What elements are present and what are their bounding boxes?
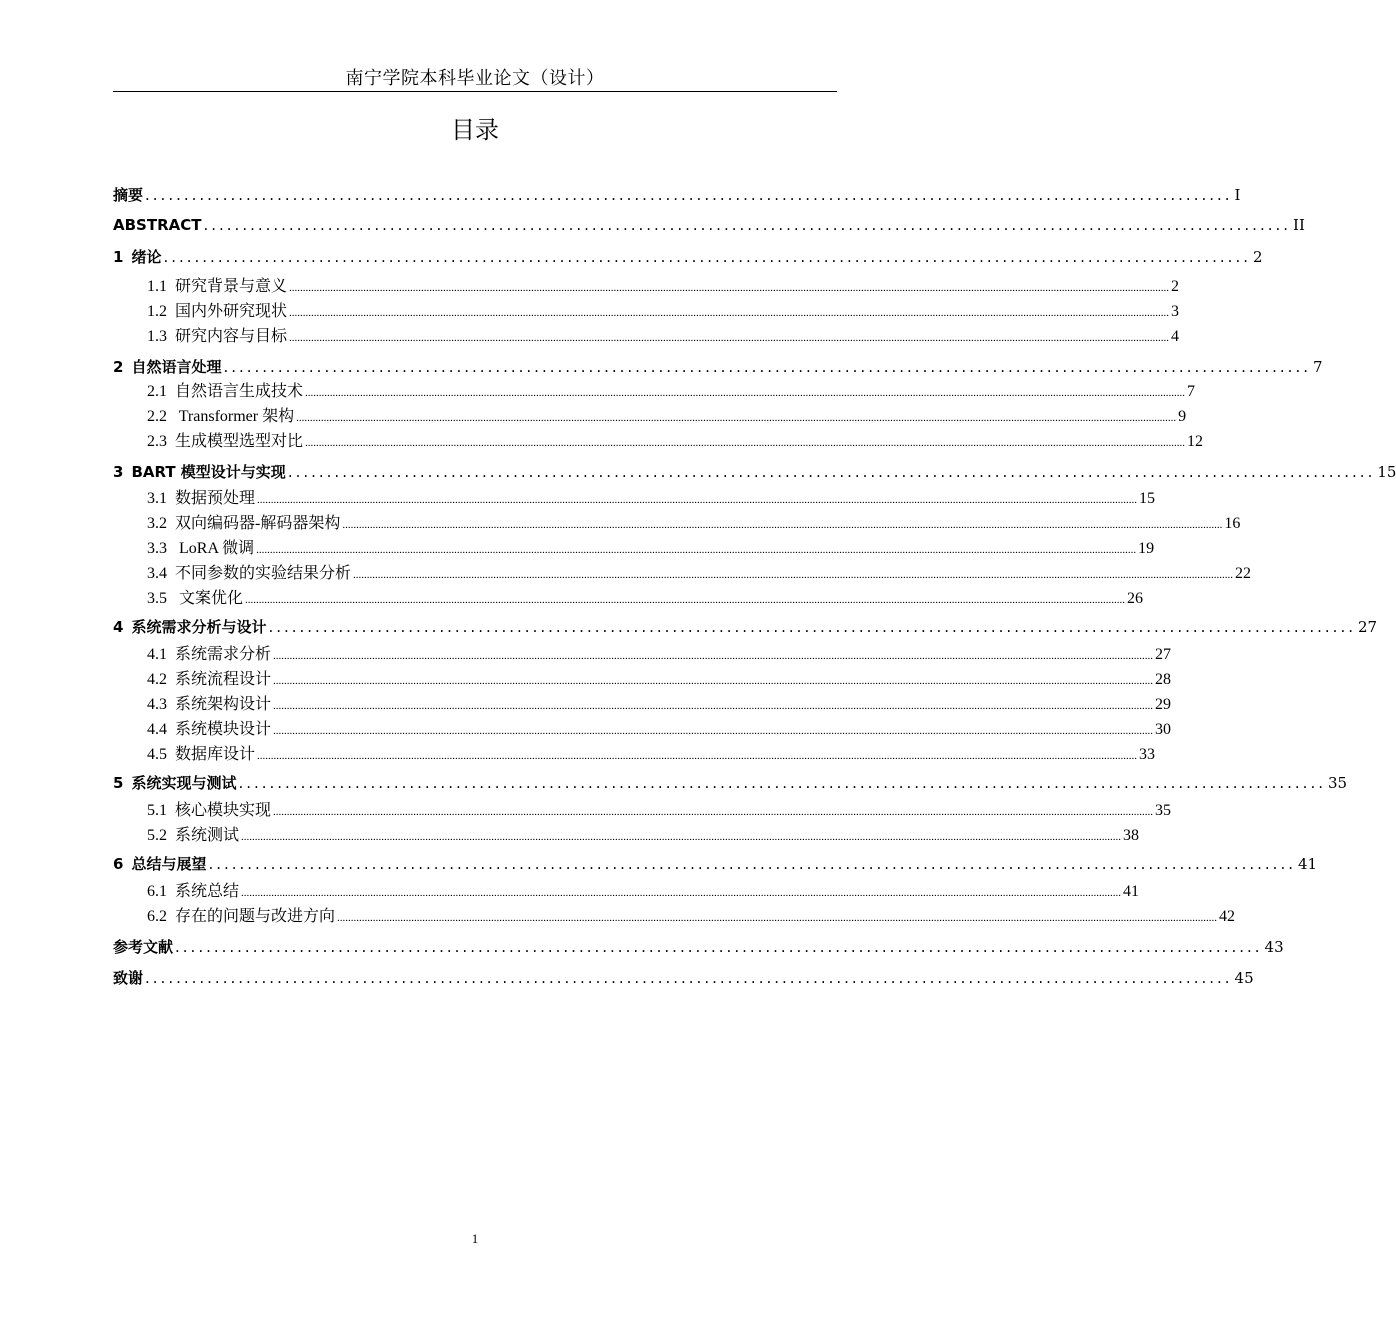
toc-page-number: 35: [1327, 774, 1348, 792]
toc-entry-label: [113, 246, 161, 268]
toc-entry-label: [147, 588, 243, 610]
toc-entry-text: 系统架构设计: [175, 696, 272, 713]
toc-section-entry[interactable]: [113, 488, 1156, 510]
toc-entry-label: [147, 406, 294, 428]
toc-entry-label: [147, 538, 254, 560]
toc-leader-dots: ............................................................................................................................................: [203, 216, 1292, 234]
toc-entry-number: 6.2: [147, 908, 167, 925]
toc-section-entry[interactable]: [113, 326, 1180, 348]
toc-leader-dots: ............................................................................................................................................: [238, 774, 1326, 792]
toc-chapter-entry[interactable]: [113, 461, 1396, 483]
toc-entry-label: [147, 800, 271, 822]
toc-page-number: 16: [1224, 515, 1241, 532]
toc-entry-label: [113, 967, 143, 989]
toc-leader-dots: ................................................................................................................................................................................................................................................................................................................................: [256, 544, 1137, 556]
toc-entry-text: 系统流程设计: [175, 671, 272, 688]
toc-entry-label: [147, 513, 340, 535]
toc-section-entry[interactable]: [113, 800, 1172, 822]
toc-entry-number: 3.3: [147, 540, 167, 557]
page-number: 1: [471, 1231, 479, 1246]
toc-page-number: 7: [1187, 383, 1196, 400]
toc-entry-label: [147, 326, 287, 348]
toc-leader-dots: ................................................................................................................................................................................................................................................................................................................................: [273, 700, 1154, 712]
toc-entry-text: 自然语言处理: [131, 358, 222, 376]
toc-entry-label: [147, 431, 303, 453]
toc-entry-text: 绪论: [131, 248, 162, 266]
toc-entry-label: [147, 644, 271, 666]
toc-leader-dots: ................................................................................................................................................................................................................................................................................................................................: [273, 806, 1154, 818]
toc-page-number: 27: [1155, 646, 1172, 663]
header-text: 南宁学院本科毕业论文（设计）: [345, 68, 605, 89]
toc-leader-dots: ............................................................................................................................................: [287, 463, 1376, 481]
toc-entry-number: 3: [113, 463, 124, 481]
toc-page-number: 15: [1377, 463, 1396, 481]
toc-entry-text: 自然语言生成技术: [175, 383, 304, 400]
toc-entry-label: [147, 563, 351, 585]
toc-entry-label: [113, 853, 206, 875]
toc-entry-label: [147, 881, 239, 903]
toc-section-entry[interactable]: [113, 644, 1172, 666]
toc-section-entry[interactable]: [113, 744, 1156, 766]
toc-chapter-entry[interactable]: [113, 853, 1318, 875]
toc-entry-text: 研究内容与目标: [175, 328, 288, 345]
toc-entry-number: 4.4: [147, 721, 167, 738]
toc-entry-text: 摘要: [113, 186, 144, 204]
toc-leader-dots: ................................................................................................................................................................................................................................................................................................................................: [257, 494, 1138, 506]
toc-page-number: 29: [1155, 696, 1172, 713]
toc-entry-label: [113, 772, 236, 794]
toc-page-number: 41: [1297, 855, 1318, 873]
toc-leader-dots: ............................................................................................................................................: [223, 358, 1311, 376]
toc-page-number: 42: [1219, 908, 1236, 925]
toc-section-entry[interactable]: [113, 513, 1241, 535]
toc-chapter-entry[interactable]: [113, 936, 1284, 958]
toc-page-number: 28: [1155, 671, 1172, 688]
toc-entry-number: 4.2: [147, 671, 167, 688]
toc-entry-text: 生成模型选型对比: [175, 433, 304, 450]
toc-title: 目录: [451, 116, 499, 144]
toc-entry-text: 不同参数的实验结果分析: [175, 565, 352, 582]
toc-entry-text: LoRA 微调: [175, 540, 255, 557]
toc-entry-number: 5: [113, 774, 124, 792]
toc-leader-dots: ................................................................................................................................................................................................................................................................................................................................: [337, 912, 1218, 924]
toc-section-entry[interactable]: [113, 906, 1236, 928]
toc-section-entry[interactable]: [113, 825, 1140, 847]
toc-entry-number: 2.2: [147, 408, 167, 425]
toc-entry-text: 存在的问题与改进方向: [175, 908, 336, 925]
toc-leader-dots: ................................................................................................................................................................................................................................................................................................................................: [296, 412, 1177, 424]
toc-page-number: 30: [1155, 721, 1172, 738]
page-header: [113, 66, 837, 92]
toc-entry-text: 文案优化: [175, 590, 244, 607]
toc-entry-number: 4.3: [147, 696, 167, 713]
toc-entry-label: [147, 381, 303, 403]
toc-entry-label: [113, 461, 286, 483]
toc-entry-text: ABSTRACT: [113, 216, 202, 234]
toc-chapter-entry[interactable]: [113, 967, 1254, 989]
toc-entry-number: 5.2: [147, 827, 167, 844]
toc-page-number: 27: [1357, 618, 1378, 636]
toc-leader-dots: ................................................................................................................................................................................................................................................................................................................................: [273, 725, 1154, 737]
toc-page-number: 26: [1127, 590, 1144, 607]
toc-leader-dots: ................................................................................................................................................................................................................................................................................................................................: [273, 650, 1154, 662]
toc-entry-label: [113, 936, 173, 958]
toc-entry-text: 双向编码器-解码器架构: [175, 515, 341, 532]
toc-page-number: 45: [1234, 969, 1254, 987]
toc-entry-label: [147, 669, 271, 691]
toc-entry-label: [147, 694, 271, 716]
toc-entry-number: 1: [113, 248, 124, 266]
toc-entry-number: 1.3: [147, 328, 167, 345]
toc-entry-number: 2: [113, 358, 124, 376]
toc-chapter-entry[interactable]: [113, 772, 1348, 794]
toc-section-entry[interactable]: [113, 276, 1180, 298]
toc-page-number: 35: [1155, 802, 1172, 819]
toc-entry-text: 系统需求分析: [175, 646, 272, 663]
toc-entry-label: [147, 825, 239, 847]
toc-section-entry[interactable]: [113, 719, 1172, 741]
toc-entry-number: 1.1: [147, 278, 167, 295]
toc-entry-text: 致谢: [113, 969, 144, 987]
toc-page-number: 43: [1264, 938, 1284, 956]
toc-entry-label: [147, 719, 271, 741]
toc-entry-label: [147, 276, 287, 298]
toc-section-entry[interactable]: [113, 301, 1180, 323]
toc-page-number: 3: [1171, 303, 1180, 320]
toc-entry-number: 1.2: [147, 303, 167, 320]
toc-entry-number: 2.1: [147, 383, 167, 400]
toc-entry-label: [147, 744, 255, 766]
toc-chapter-entry[interactable]: [113, 246, 1263, 268]
toc-entry-number: 3.2: [147, 515, 167, 532]
toc-entry-text: 系统实现与测试: [131, 774, 237, 792]
toc-entry-label: [113, 356, 221, 378]
toc-entry-text: 数据库设计: [175, 746, 256, 763]
toc-leader-dots: ................................................................................................................................................................................................................................................................................................................................: [241, 887, 1122, 899]
toc-entry-text: 系统总结: [175, 883, 240, 900]
toc-chapter-entry[interactable]: [113, 616, 1378, 638]
toc-entry-text: 参考文献: [113, 938, 174, 956]
toc-entry-label: [147, 488, 255, 510]
toc-entry-number: 3.5: [147, 590, 167, 607]
toc-section-entry[interactable]: [113, 881, 1140, 903]
toc-entry-label: [113, 616, 266, 638]
toc-chapter-entry[interactable]: [113, 184, 1241, 206]
toc-entry-number: 6.1: [147, 883, 167, 900]
toc-page-number: 4: [1171, 328, 1180, 345]
toc-entry-label: [113, 214, 201, 236]
toc-entry-text: 数据预处理: [175, 490, 256, 507]
toc-chapter-entry[interactable]: [113, 356, 1323, 378]
toc-leader-dots: ................................................................................................................................................................................................................................................................................................................................: [241, 831, 1122, 843]
toc-entry-text: BART 模型设计与实现: [131, 463, 286, 481]
toc-entry-text: 核心模块实现: [175, 802, 272, 819]
toc-page-number: 19: [1138, 540, 1155, 557]
toc-page-number: 7: [1312, 358, 1323, 376]
toc-entry-text: 系统测试: [175, 827, 240, 844]
toc-leader-dots: ................................................................................................................................................................................................................................................................................................................................: [245, 594, 1126, 606]
toc-entry-text: Transformer 架构: [175, 408, 295, 425]
toc-section-entry[interactable]: [113, 694, 1172, 716]
toc-leader-dots: ............................................................................................................................................: [268, 618, 1356, 636]
toc-page-number: 22: [1235, 565, 1252, 582]
toc-page-number: 33: [1139, 746, 1156, 763]
toc-leader-dots: ................................................................................................................................................................................................................................................................................................................................: [305, 387, 1186, 399]
toc-section-entry[interactable]: [113, 669, 1172, 691]
toc-section-entry[interactable]: [113, 406, 1187, 428]
toc-entry-label: [113, 184, 143, 206]
toc-page-number: 12: [1187, 433, 1204, 450]
toc-leader-dots: ............................................................................................................................................: [208, 855, 1296, 873]
toc-chapter-entry[interactable]: [113, 214, 1305, 236]
toc-leader-dots: ................................................................................................................................................................................................................................................................................................................................: [342, 519, 1223, 531]
toc-leader-dots: ................................................................................................................................................................................................................................................................................................................................: [353, 569, 1234, 581]
toc-leader-dots: ................................................................................................................................................................................................................................................................................................................................: [289, 332, 1170, 344]
toc-leader-dots: ................................................................................................................................................................................................................................................................................................................................: [257, 750, 1138, 762]
toc-page-number: 2: [1252, 248, 1263, 266]
toc-section-entry[interactable]: [113, 538, 1155, 560]
toc-entry-text: 国内外研究现状: [175, 303, 288, 320]
toc-leader-dots: ............................................................................................................................................: [163, 248, 1251, 266]
toc-page-number: 41: [1123, 883, 1140, 900]
toc-entry-number: 4: [113, 618, 124, 636]
toc-entry-number: 4.5: [147, 746, 167, 763]
toc-entry-number: 3.1: [147, 490, 167, 507]
toc-page-number: 38: [1123, 827, 1140, 844]
toc-page-number: I: [1234, 186, 1241, 204]
toc-entry-number: 4.1: [147, 646, 167, 663]
toc-leader-dots: ................................................................................................................................................................................................................................................................................................................................: [305, 437, 1186, 449]
toc-leader-dots: ............................................................................................................................................: [145, 969, 1233, 987]
toc-leader-dots: ................................................................................................................................................................................................................................................................................................................................: [289, 307, 1170, 319]
toc-section-entry[interactable]: [113, 431, 1204, 453]
toc-entry-number: 3.4: [147, 565, 167, 582]
toc-entry-text: 系统需求分析与设计: [131, 618, 267, 636]
toc-leader-dots: ................................................................................................................................................................................................................................................................................................................................: [273, 675, 1154, 687]
toc-entry-label: [147, 906, 335, 928]
toc-section-entry[interactable]: [113, 588, 1144, 610]
toc-entry-text: 研究背景与意义: [175, 278, 288, 295]
toc-leader-dots: ................................................................................................................................................................................................................................................................................................................................: [289, 282, 1170, 294]
toc-entry-number: 6: [113, 855, 124, 873]
toc-leader-dots: ............................................................................................................................................: [175, 938, 1263, 956]
toc-page-number: II: [1293, 216, 1305, 234]
toc-entry-number: 2.3: [147, 433, 167, 450]
toc-entry-text: 总结与展望: [131, 855, 207, 873]
toc-page-number: 15: [1139, 490, 1156, 507]
toc-entry-label: [147, 301, 287, 323]
toc-page-number: 9: [1178, 408, 1187, 425]
toc-page-number: 2: [1171, 278, 1180, 295]
toc-leader-dots: ............................................................................................................................................: [145, 186, 1233, 204]
toc-entry-number: 5.1: [147, 802, 167, 819]
toc-section-entry[interactable]: [113, 381, 1196, 403]
toc-section-entry[interactable]: [113, 563, 1252, 585]
toc-entry-text: 系统模块设计: [175, 721, 272, 738]
